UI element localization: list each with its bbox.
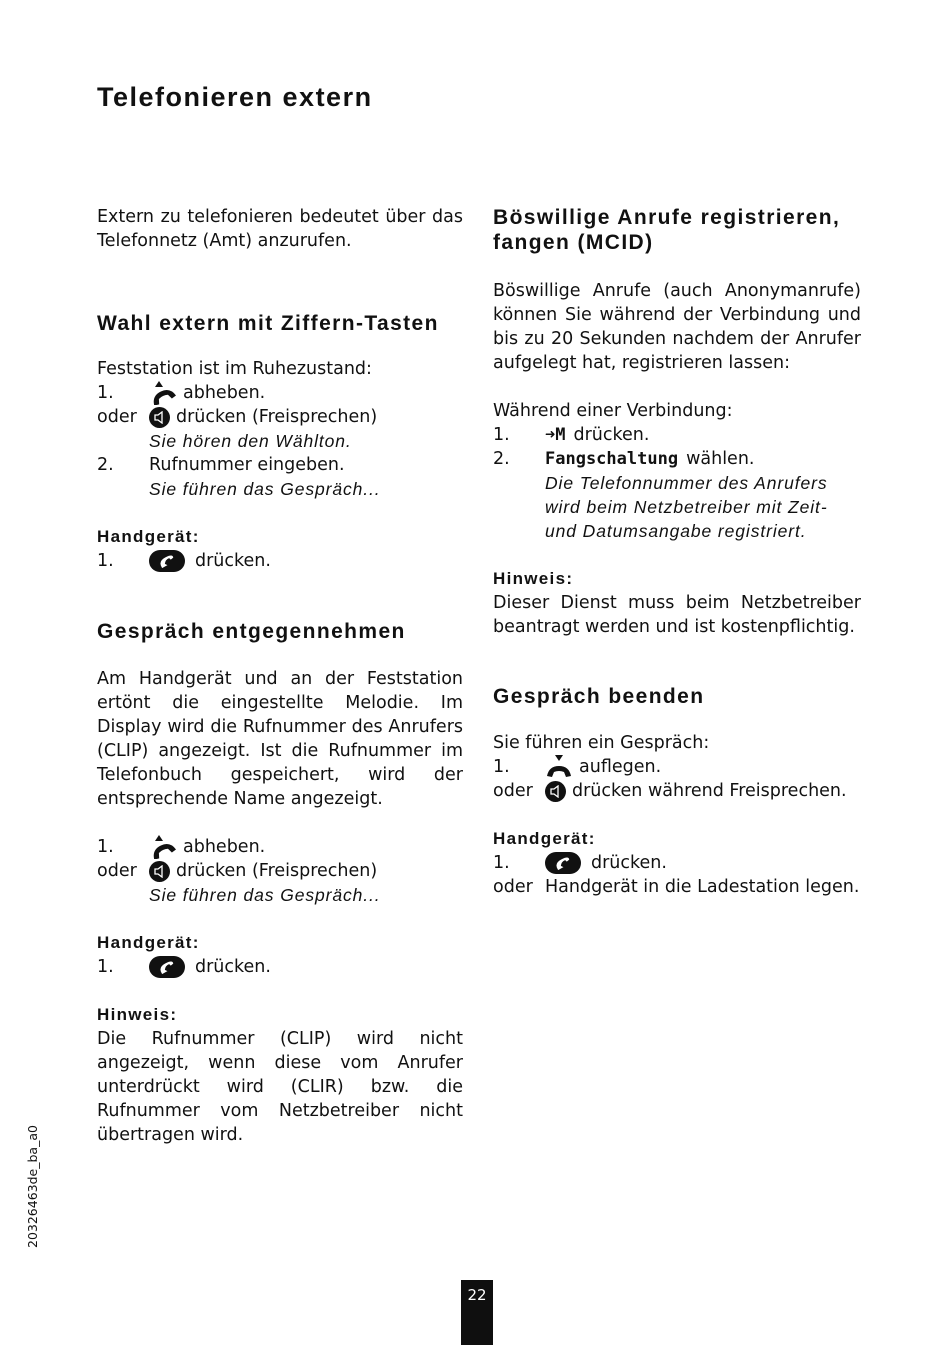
- step-text: drücken.: [591, 853, 667, 873]
- step-text: Handgerät in die Ladestation legen.: [545, 877, 860, 897]
- ring-text: Am Handgerät und an der Feststation ertönt die eingestellte Melodie. Im Display wird die Rufnummer des Anrufers (CLIP) angezeigt. Ist die Rufnummer im Telefonbuch gespeichert, wird der entsprechende Name angezeigt.: [97, 669, 463, 809]
- display-option: Fangschaltung: [545, 449, 679, 469]
- step-number: 2.: [493, 449, 510, 469]
- step-text: abheben.: [183, 837, 266, 857]
- step-number: 1.: [493, 853, 510, 873]
- intro-text: Extern zu telefonieren bedeutet über das Telefonnetz (Amt) anzurufen.: [97, 207, 463, 251]
- step-menu-key: [493, 423, 861, 447]
- hinweis-heading: Hinweis:: [493, 569, 574, 588]
- call-note: Sie führen das Gespräch...: [149, 885, 381, 905]
- step-text: drücken.: [195, 957, 271, 977]
- heading-gespraech-beenden: Gespräch beenden: [493, 685, 705, 708]
- talk-key-icon: [545, 852, 581, 874]
- step-text: drücken (Freisprechen): [176, 861, 378, 881]
- during-text: Während einer Verbindung:: [493, 401, 733, 421]
- handset-heading: Handgerät:: [97, 933, 200, 952]
- step-select: [493, 447, 861, 471]
- handset-step: [97, 549, 463, 573]
- heading-gespraech-entgegennehmen: Gespräch entgegennehmen: [97, 620, 406, 643]
- step-enter-number: [97, 453, 463, 477]
- step-text: Rufnummer eingeben.: [149, 455, 345, 475]
- step-text: wählen.: [686, 449, 755, 469]
- step-hangup: [493, 755, 861, 779]
- left-column: [97, 205, 463, 1147]
- handset-step-alt: [493, 875, 861, 899]
- step-text: drücken.: [573, 425, 650, 445]
- step-number: 1.: [493, 425, 510, 445]
- page-title: Telefonieren extern: [97, 82, 373, 112]
- talk-key-icon: [149, 956, 185, 978]
- step-text: drücken (Freisprechen): [176, 407, 378, 427]
- heading-mcid: Böswillige Anrufe registrieren, fangen (MCID): [493, 206, 841, 254]
- step-number: 2.: [97, 455, 114, 475]
- handset-step: [493, 851, 861, 875]
- talk-key-icon: [149, 550, 185, 572]
- hang-up-icon: [545, 755, 573, 779]
- step-text: auflegen.: [579, 757, 662, 777]
- step-text: drücken.: [195, 551, 271, 571]
- step-number: 1.: [493, 757, 510, 777]
- menu-key-icon: ➜M: [545, 425, 566, 445]
- registered-note: Die Telefonnummer des Anrufers wird beim Netzbetreiber mit Zeit- und Datumsangabe registriert.: [545, 473, 828, 541]
- step-number: 1.: [97, 383, 114, 403]
- oder-label: oder: [97, 861, 137, 881]
- speaker-key-icon: [149, 861, 170, 882]
- step-lift: [97, 381, 463, 405]
- step-text: drücken während Freisprechen.: [572, 781, 847, 801]
- step-text: abheben.: [183, 383, 266, 403]
- hinweis-text: Dieser Dienst muss beim Netzbetreiber beantragt werden und ist kostenpflichtig.: [493, 593, 861, 637]
- page-number: 22: [461, 1280, 493, 1345]
- step-number: 1.: [97, 957, 114, 977]
- handset-heading: Handgerät:: [97, 527, 200, 546]
- oder-label: oder: [493, 781, 533, 801]
- hinweis-text: Die Rufnummer (CLIP) wird nicht angezeigt, wenn diese vom Anrufer unterdrückt wird (CLIR) bzw. die Rufnummer vom Netzbetreiber nicht übertragen wird.: [97, 1029, 463, 1145]
- step-number: 1.: [97, 551, 114, 571]
- lift-handset-icon: [149, 835, 177, 859]
- call-note: Sie führen das Gespräch...: [149, 479, 381, 499]
- mcid-text: Böswillige Anrufe (auch Anonymanrufe) können Sie während der Verbindung und bis zu 20 Sekunden nachdem der Anrufer aufgelegt hat, registrieren lassen:: [493, 281, 861, 373]
- step-number: 1.: [97, 837, 114, 857]
- speaker-key-icon: [545, 781, 566, 802]
- lift-handset-icon: [149, 381, 177, 405]
- oder-label: oder: [493, 877, 533, 897]
- document-id: 20326463de_ba_a0: [25, 1125, 40, 1248]
- hinweis-heading: Hinweis:: [97, 1005, 178, 1024]
- state-text: Feststation ist im Ruhezustand:: [97, 359, 372, 379]
- dial-tone-note: Sie hören den Wählton.: [149, 431, 352, 451]
- speaker-key-icon: [149, 407, 170, 428]
- step-speaker: [97, 405, 463, 429]
- state-text: Sie führen ein Gespräch:: [493, 733, 710, 753]
- heading-wahl-extern: Wahl extern mit Ziffern-Tasten: [97, 312, 439, 335]
- handset-heading: Handgerät:: [493, 829, 596, 848]
- step-speaker: [493, 779, 861, 803]
- step-lift: [97, 835, 463, 859]
- oder-label: oder: [97, 407, 137, 427]
- step-speaker: [97, 859, 463, 883]
- right-column: [493, 205, 861, 899]
- handset-step: [97, 955, 463, 979]
